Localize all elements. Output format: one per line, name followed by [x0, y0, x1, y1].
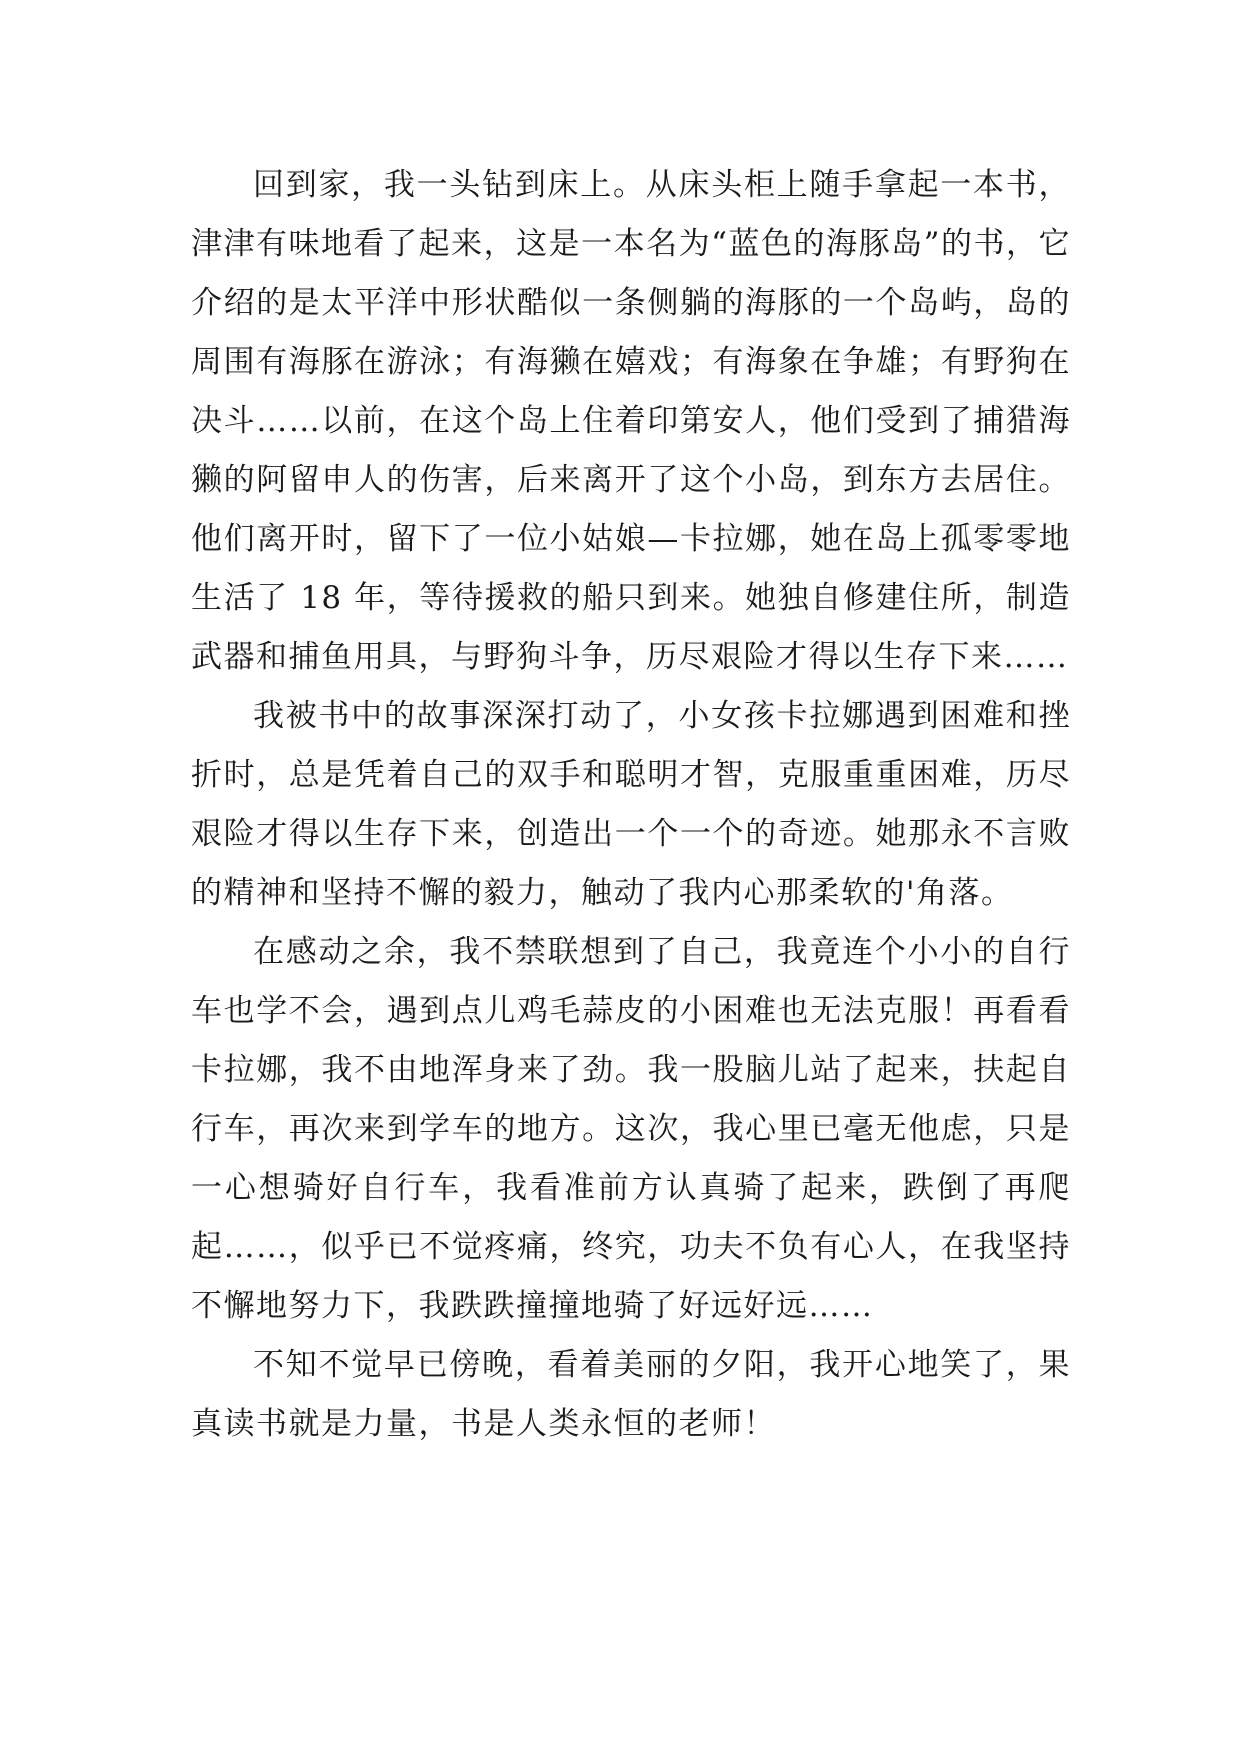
paragraph-4: 不知不觉早已傍晚，看着美丽的夕阳，我开心地笑了，果真读书就是力量，书是人类永恒的老师！	[191, 1347, 1071, 1442]
document-body	[191, 156, 1071, 1454]
paragraph-3: 在感动之余，我不禁联想到了自己，我竟连个小小的自行车也学不会，遇到点儿鸡毛蒜皮的小困难也无法克服！再看看卡拉娜，我不由地浑身来了劲。我一股脑儿站了起来，扶起自行车，再次来到学车的地方。这次，我心里已毫无他虑，只是一心想骑好自行车，我看准前方认真骑了起来，跌倒了再爬起……，似乎已不觉疼痛，终究，功夫不负有心人，在我坚持不懈地努力下，我跌跌撞撞地骑了好远好远……	[191, 934, 1071, 1324]
paragraph-2: 我被书中的故事深深打动了，小女孩卡拉娜遇到困难和挫折时，总是凭着自己的双手和聪明才智，克服重重困难，历尽艰险才得以生存下来，创造出一个一个的奇迹。她那永不言败的精神和坚持不懈的毅力，触动了我内心那柔软的'角落。	[191, 698, 1071, 911]
paragraph-1: 回到家，我一头钻到床上。从床头柜上随手拿起一本书，津津有味地看了起来，这是一本名为“蓝色的海豚岛”的书，它介绍的是太平洋中形状酷似一条侧躺的海豚的一个岛屿，岛的周围有海豚在游泳；有海獭在嬉戏；有海象在争雄；有野狗在决斗……以前，在这个岛上住着印第安人，他们受到了捕猎海獭的阿留申人的伤害，后来离开了这个小岛，到东方去居住。他们离开时，留下了一位小姑娘—卡拉娜，她在岛上孤零零地生活了 18 年，等待援救的船只到来。她独自修建住所，制造武器和捕鱼用具，与野狗斗争，历尽艰险才得以生存下来……	[191, 167, 1071, 675]
